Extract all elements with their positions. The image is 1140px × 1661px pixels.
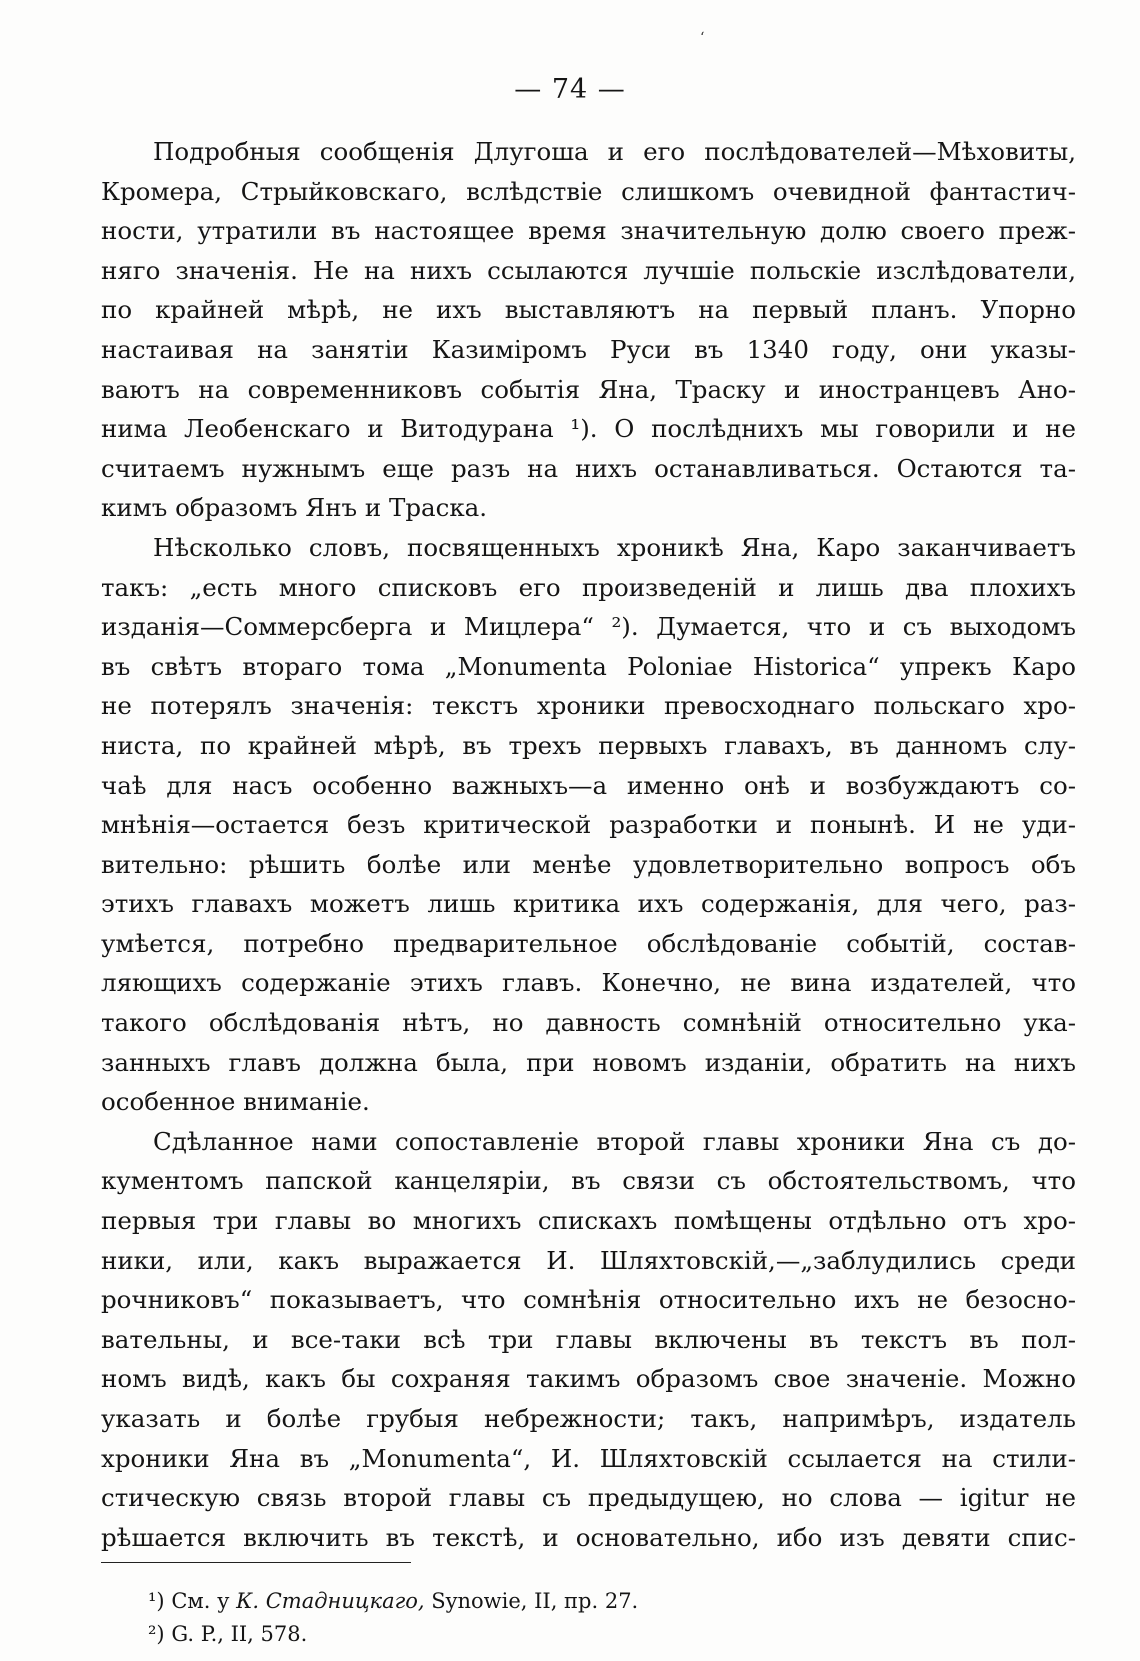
text-line: Нѣсколько словъ, посвященныхъ хроникѣ Яна, Каро заканчиваетъ <box>153 532 1076 562</box>
text-line: такъ: „есть много списковъ его произведеній и лишь два плохихъ <box>101 572 1076 602</box>
page-number: — 74 — <box>514 74 626 105</box>
scan-speck: ʻ <box>700 30 705 46</box>
text-line: изданія—Соммерсберга и Мицлера“ ²). Думается, что и съ выходомъ <box>101 612 1076 642</box>
text-line: въ свѣтъ втораго тома „Monumenta Poloniae Historica“ упрекъ Каро <box>101 651 1076 681</box>
footnote-text: G. P., II, 578. <box>171 1622 308 1646</box>
text-line: ности, утратили въ настоящее время значительную долю своего преж- <box>101 216 1076 246</box>
text-line: стическую связь второй главы съ предыдущею, но слова — igitur не <box>101 1483 1076 1513</box>
text-line: не потерялъ значенія: текстъ хроники превосходнаго польскаго хро- <box>101 691 1076 721</box>
text-line: Подробныя сообщенія Длугоша и его послѣдователей—Мѣховиты, <box>153 137 1076 166</box>
text-line: настаивая на занятіи Казиміромъ Руси въ 1340 году, они указы- <box>101 334 1076 364</box>
text-line: этихъ главахъ можетъ лишь критика ихъ содержанія, для чего, раз- <box>101 889 1076 919</box>
footnote-author: К. Стадницкаго, <box>236 1589 425 1613</box>
text-line: рочниковъ“ показываетъ, что сомнѣнія относительно ихъ не безосно- <box>101 1285 1076 1315</box>
text-line: няго значенія. Не на нихъ ссылаются лучшіе польскіе изслѣдователи, <box>101 255 1076 285</box>
text-line: первыя три главы во многихъ спискахъ помѣщены отдѣльно отъ хро- <box>101 1206 1076 1236</box>
text-line: рѣшается включить въ текстѣ, и основательно, ибо изъ девяти спис- <box>101 1522 1076 1552</box>
footnote-reference: Synowie, II, пр. 27. <box>431 1589 639 1613</box>
text-line: занныхъ главъ должна была, при новомъ изданіи, обратить на нихъ <box>101 1047 1076 1077</box>
text-line: Кромера, Стрыйковскаго, вслѣдствіе слишкомъ очевидной фантастич- <box>101 176 1076 206</box>
text-line: ниста, по крайней мѣрѣ, въ трехъ первыхъ главахъ, въ данномъ слу- <box>101 730 1076 760</box>
text-line: хроники Яна въ „Monumenta“, И. Шляхтовскій ссылается на стили- <box>101 1443 1076 1473</box>
body-text <box>101 132 1076 1557</box>
text-line: нима Леобенскаго и Витодурана ¹). О послѣднихъ мы говорили и не <box>101 414 1076 444</box>
text-line: по крайней мѣрѣ, не ихъ выставляютъ на первый планъ. Упорно <box>101 295 1076 325</box>
text-line: особенное вниманіе. <box>101 1087 370 1117</box>
text-line: считаемъ нужнымъ еще разъ на нихъ останавливаться. Остаются та- <box>101 453 1076 483</box>
footnote-divider <box>101 1562 411 1563</box>
footnote-2 <box>148 1618 638 1651</box>
text-line: мнѣнія—остается безъ критической разработки и понынѣ. И не уди- <box>101 810 1076 840</box>
text-line: вательны, и все-таки всѣ три главы включены въ текстъ въ пол- <box>101 1324 1076 1354</box>
text-line: кимъ образомъ Янъ и Траска. <box>101 493 488 523</box>
text-line: ляющихъ содержаніе этихъ главъ. Конечно, не вина издателей, что <box>101 968 1076 998</box>
text-line: умѣется, потребно предварительное обслѣдованіе событій, состав- <box>101 928 1076 958</box>
text-line: вительно: рѣшить болѣе или менѣе удовлетворительно вопросъ объ <box>101 849 1076 879</box>
text-line: ваютъ на современниковъ событія Яна, Траску и иностранцевъ Ано- <box>101 374 1076 404</box>
footnote-mark: ²) <box>148 1622 165 1646</box>
text-line: указать и болѣе грубыя небрежности; такъ, напримѣръ, издатель <box>101 1404 1076 1433</box>
text-line: чаѣ для насъ особенно важныхъ—а именно онѣ и возбуждаютъ со- <box>101 770 1076 800</box>
footnote-mark: ¹) <box>148 1589 165 1613</box>
text-line: кументомъ папской канцеляріи, въ связи съ обстоятельствомъ, что <box>101 1166 1076 1196</box>
text-line: ники, или, какъ выражается И. Шляхтовскій,—„заблудились среди <box>101 1245 1076 1275</box>
footnotes <box>148 1585 638 1651</box>
text-line: номъ видѣ, какъ бы сохраняя такимъ образомъ свое значеніе. Можно <box>101 1364 1076 1394</box>
footnote-text: См. у <box>171 1589 230 1613</box>
text-line: Сдѣланное нами сопоставленіе второй главы хроники Яна съ до- <box>153 1126 1076 1156</box>
footnote-1 <box>148 1585 638 1618</box>
text-line: такого обслѣдованія нѣтъ, но давность сомнѣній относительно ука- <box>101 1008 1076 1038</box>
